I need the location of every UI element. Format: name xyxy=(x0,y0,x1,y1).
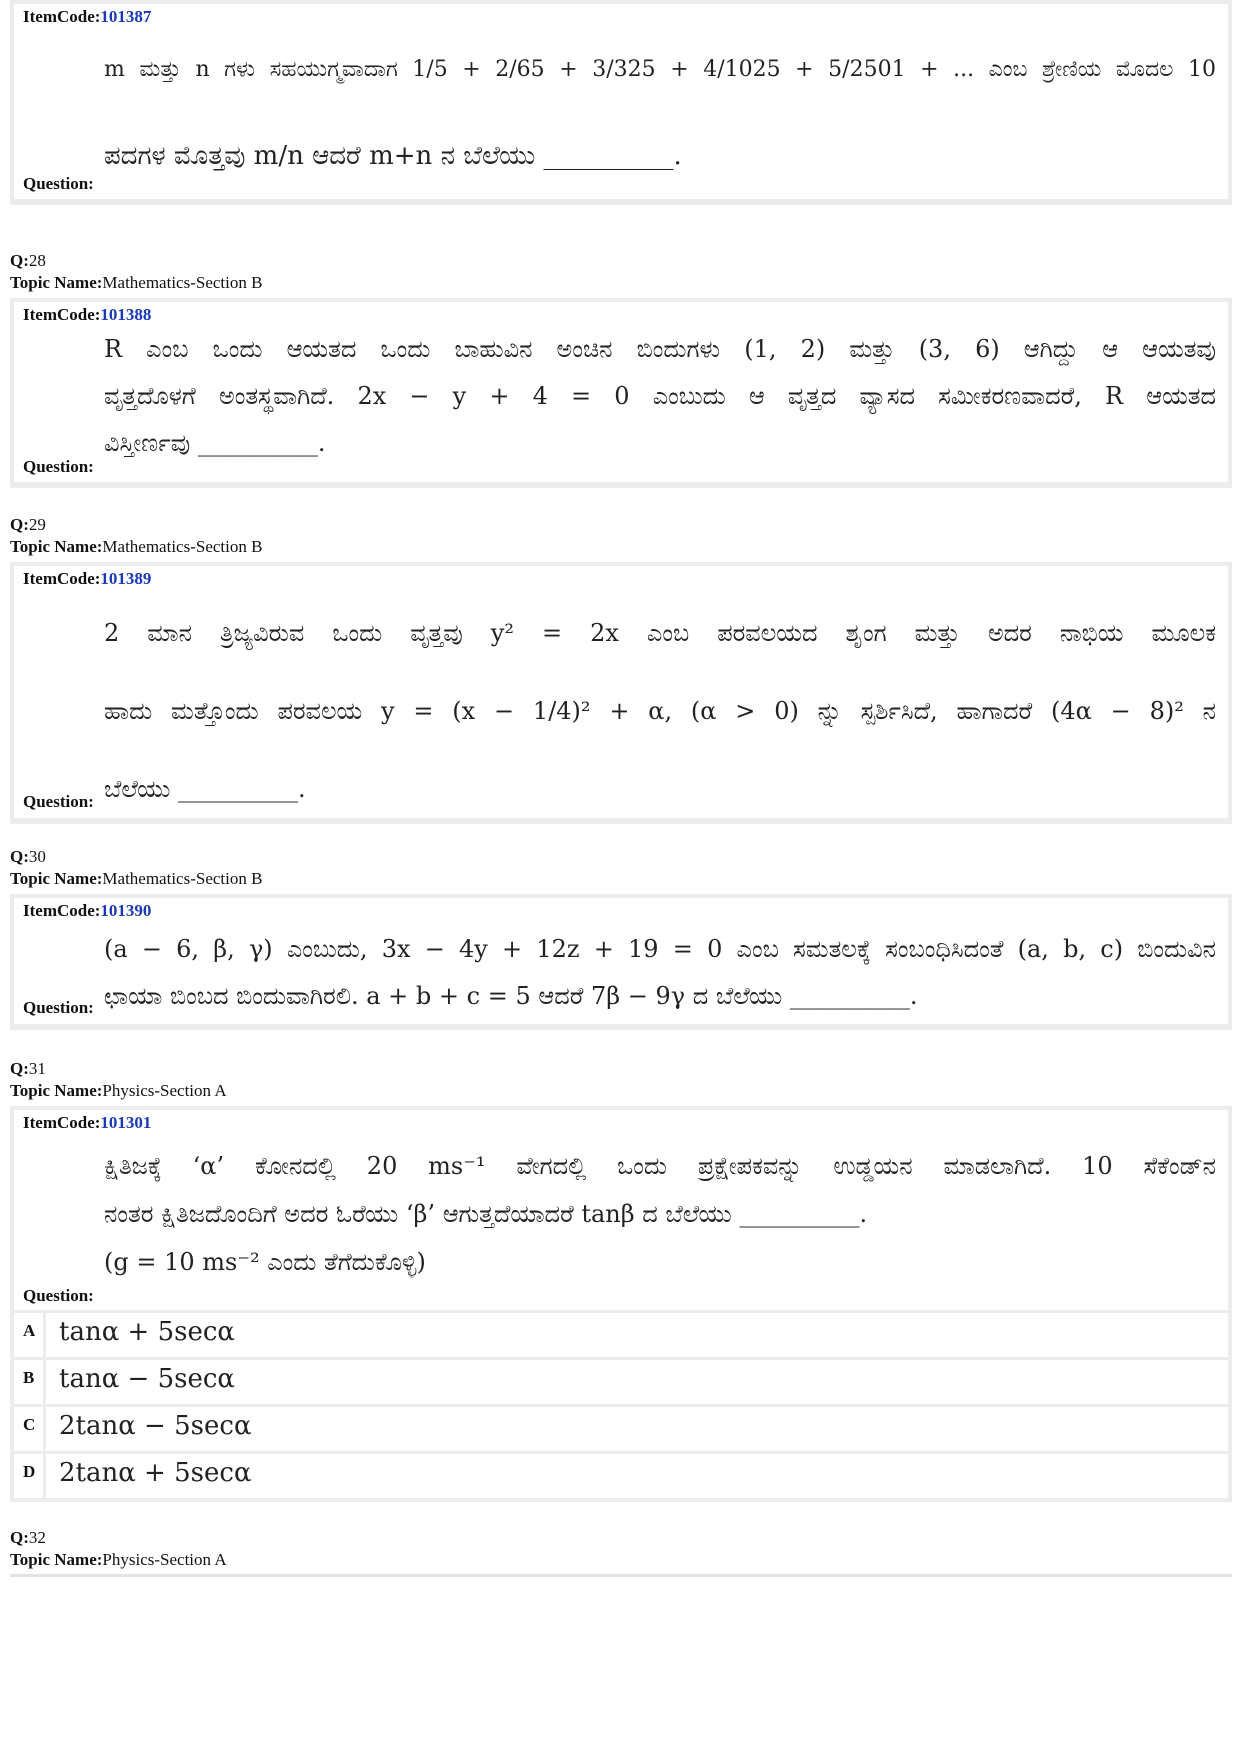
question-line: (a − 6, β, γ) ಎಂಬುದು, 3x − 4y + 12z + 19 = 0 ಎಂಬ ಸಮತಲಕ್ಕೆ ಸಂಬಂಧಿಸಿದಂತೆ (a, b, c) ಬಿಂದುವಿನ xyxy=(104,935,1216,963)
option-text: 2tanα − 5secα xyxy=(59,1411,252,1441)
question-line: ಹಾದು ಮತ್ತೊಂದು ಪರವಲಯ y = (x − 1/4)² + α, (α > 0) ನ್ನು ಸ್ಪರ್ಶಿಸಿದೆ, ಹಾಗಾದರೆ (4α − 8)² ನ xyxy=(104,697,1216,725)
question-line: R ಎಂಬ ಒಂದು ಆಯತದ ಒಂದು ಬಾಹುವಿನ ಅಂಚಿನ ಬಿಂದುಗಳು (1, 2) ಮತ್ತು (3, 6) ಆಗಿದ್ದು ಆ ಆಯತವು xyxy=(104,335,1216,363)
question-card-101389 xyxy=(10,562,1232,824)
item-code: ItemCode:101387 xyxy=(23,7,152,26)
option-letter: C xyxy=(14,1407,46,1451)
topic-name: Physics-Section A xyxy=(102,1550,227,1569)
question-line: ನಂತರ ಕ್ಷಿತಿಜದೊಂದಿಗೆ ಅದರ ಓರೆಯು ‘β’ ಆಗುತ್ತದೆಯಾದರೆ tanβ ದ ಬೆಲೆಯು __________. xyxy=(104,1200,868,1228)
topic-name: Mathematics-Section B xyxy=(102,869,263,888)
question-label: Question: xyxy=(23,998,94,1017)
option-text: tanα + 5secα xyxy=(59,1317,235,1347)
question-header-28: Q:28 Topic Name:Mathematics-Section B xyxy=(10,251,263,292)
question-line: ವೃತ್ತದೊಳಗೆ ಅಂತಸ್ಥವಾಗಿದೆ. 2x − y + 4 = 0 ಎಂಬುದು ಆ ವೃತ್ತದ ವ್ಯಾಸದ ಸಮೀಕರಣವಾದರೆ, R ಆಯತದ xyxy=(104,382,1216,410)
question-header-32: Q:32 Topic Name:Physics-Section A xyxy=(10,1528,227,1569)
option-c[interactable] xyxy=(14,1404,1228,1451)
option-d[interactable] xyxy=(14,1451,1228,1498)
question-line: ಬೆಲೆಯು __________. xyxy=(104,775,306,803)
topic-name: Physics-Section A xyxy=(102,1081,227,1100)
item-code: ItemCode:101301 xyxy=(23,1113,152,1132)
option-letter: D xyxy=(14,1454,46,1498)
option-a[interactable] xyxy=(14,1310,1228,1357)
item-code: ItemCode:101388 xyxy=(23,305,152,324)
question-label: Question: xyxy=(23,1286,94,1305)
question-label: Question: xyxy=(23,457,94,476)
question-line: ವಿಸ್ತೀರ್ಣವು __________. xyxy=(104,429,326,457)
option-letter: B xyxy=(14,1360,46,1404)
question-label: Question: xyxy=(23,174,94,193)
question-card-101390 xyxy=(10,894,1232,1030)
question-text xyxy=(104,46,1216,180)
question-header-30: Q:30 Topic Name:Mathematics-Section B xyxy=(10,847,263,888)
option-letter: A xyxy=(14,1313,46,1357)
question-line: (g = 10 ms⁻² ಎಂದು ತೆಗೆದುಕೊಳ್ಳಿ) xyxy=(104,1248,426,1276)
option-b[interactable] xyxy=(14,1357,1228,1404)
question-header-31: Q:31 Topic Name:Physics-Section A xyxy=(10,1059,227,1100)
topic-name: Mathematics-Section B xyxy=(102,273,263,292)
question-line: 2 ಮಾನ ತ್ರಿಜ್ಯವಿರುವ ಒಂದು ವೃತ್ತವು y² = 2x ಎಂಬ ಪರವಲಯದ ಶೃಂಗ ಮತ್ತು ಅದರ ನಾಭಿಯ ಮೂಲಕ xyxy=(104,619,1216,647)
option-text: tanα − 5secα xyxy=(59,1364,235,1394)
question-label: Question: xyxy=(23,792,94,811)
question-line: m ಮತ್ತು n ಗಳು ಸಹಯುಗ್ಮವಾದಾಗ 1/5 + 2/65 + 3/325 + 4/1025 + 5/2501 + ... ಎಂಬ ಶ್ರೇಣಿಯ ಮೊದಲ 10 xyxy=(104,57,1216,82)
section-divider xyxy=(10,1574,1232,1577)
question-header-29: Q:29 Topic Name:Mathematics-Section B xyxy=(10,515,263,556)
question-card-101388 xyxy=(10,298,1232,488)
question-line: ಪದಗಳ ಮೊತ್ತವು m/n ಆದರೆ m+n ನ ಬೆಲೆಯು __________. xyxy=(104,141,682,171)
option-text: 2tanα + 5secα xyxy=(59,1458,252,1488)
question-text xyxy=(104,926,1216,1020)
question-text xyxy=(104,1142,1216,1286)
question-card-101387 xyxy=(10,0,1232,205)
question-line: ಕ್ಷಿತಿಜಕ್ಕೆ ‘α’ ಕೋನದಲ್ಲಿ 20 ms⁻¹ ವೇಗದಲ್ಲಿ ಒಂದು ಪ್ರಕ್ಷೇಪಕವನ್ನು ಉಡ್ಡಯನ ಮಾಡಲಾಗಿದೆ. 10 ಸೆಕೆಂಡ್‌ನ xyxy=(104,1152,1216,1180)
item-code: ItemCode:101389 xyxy=(23,569,152,588)
question-text xyxy=(104,594,1216,828)
topic-name: Mathematics-Section B xyxy=(102,537,263,556)
question-card-101301 xyxy=(10,1106,1232,1502)
question-line: ಛಾಯಾ ಬಿಂಬದ ಬಿಂದುವಾಗಿರಲಿ. a + b + c = 5 ಆದರೆ 7β − 9γ ದ ಬೆಲೆಯು __________. xyxy=(104,982,918,1010)
item-code: ItemCode:101390 xyxy=(23,901,152,920)
question-text xyxy=(104,326,1216,467)
